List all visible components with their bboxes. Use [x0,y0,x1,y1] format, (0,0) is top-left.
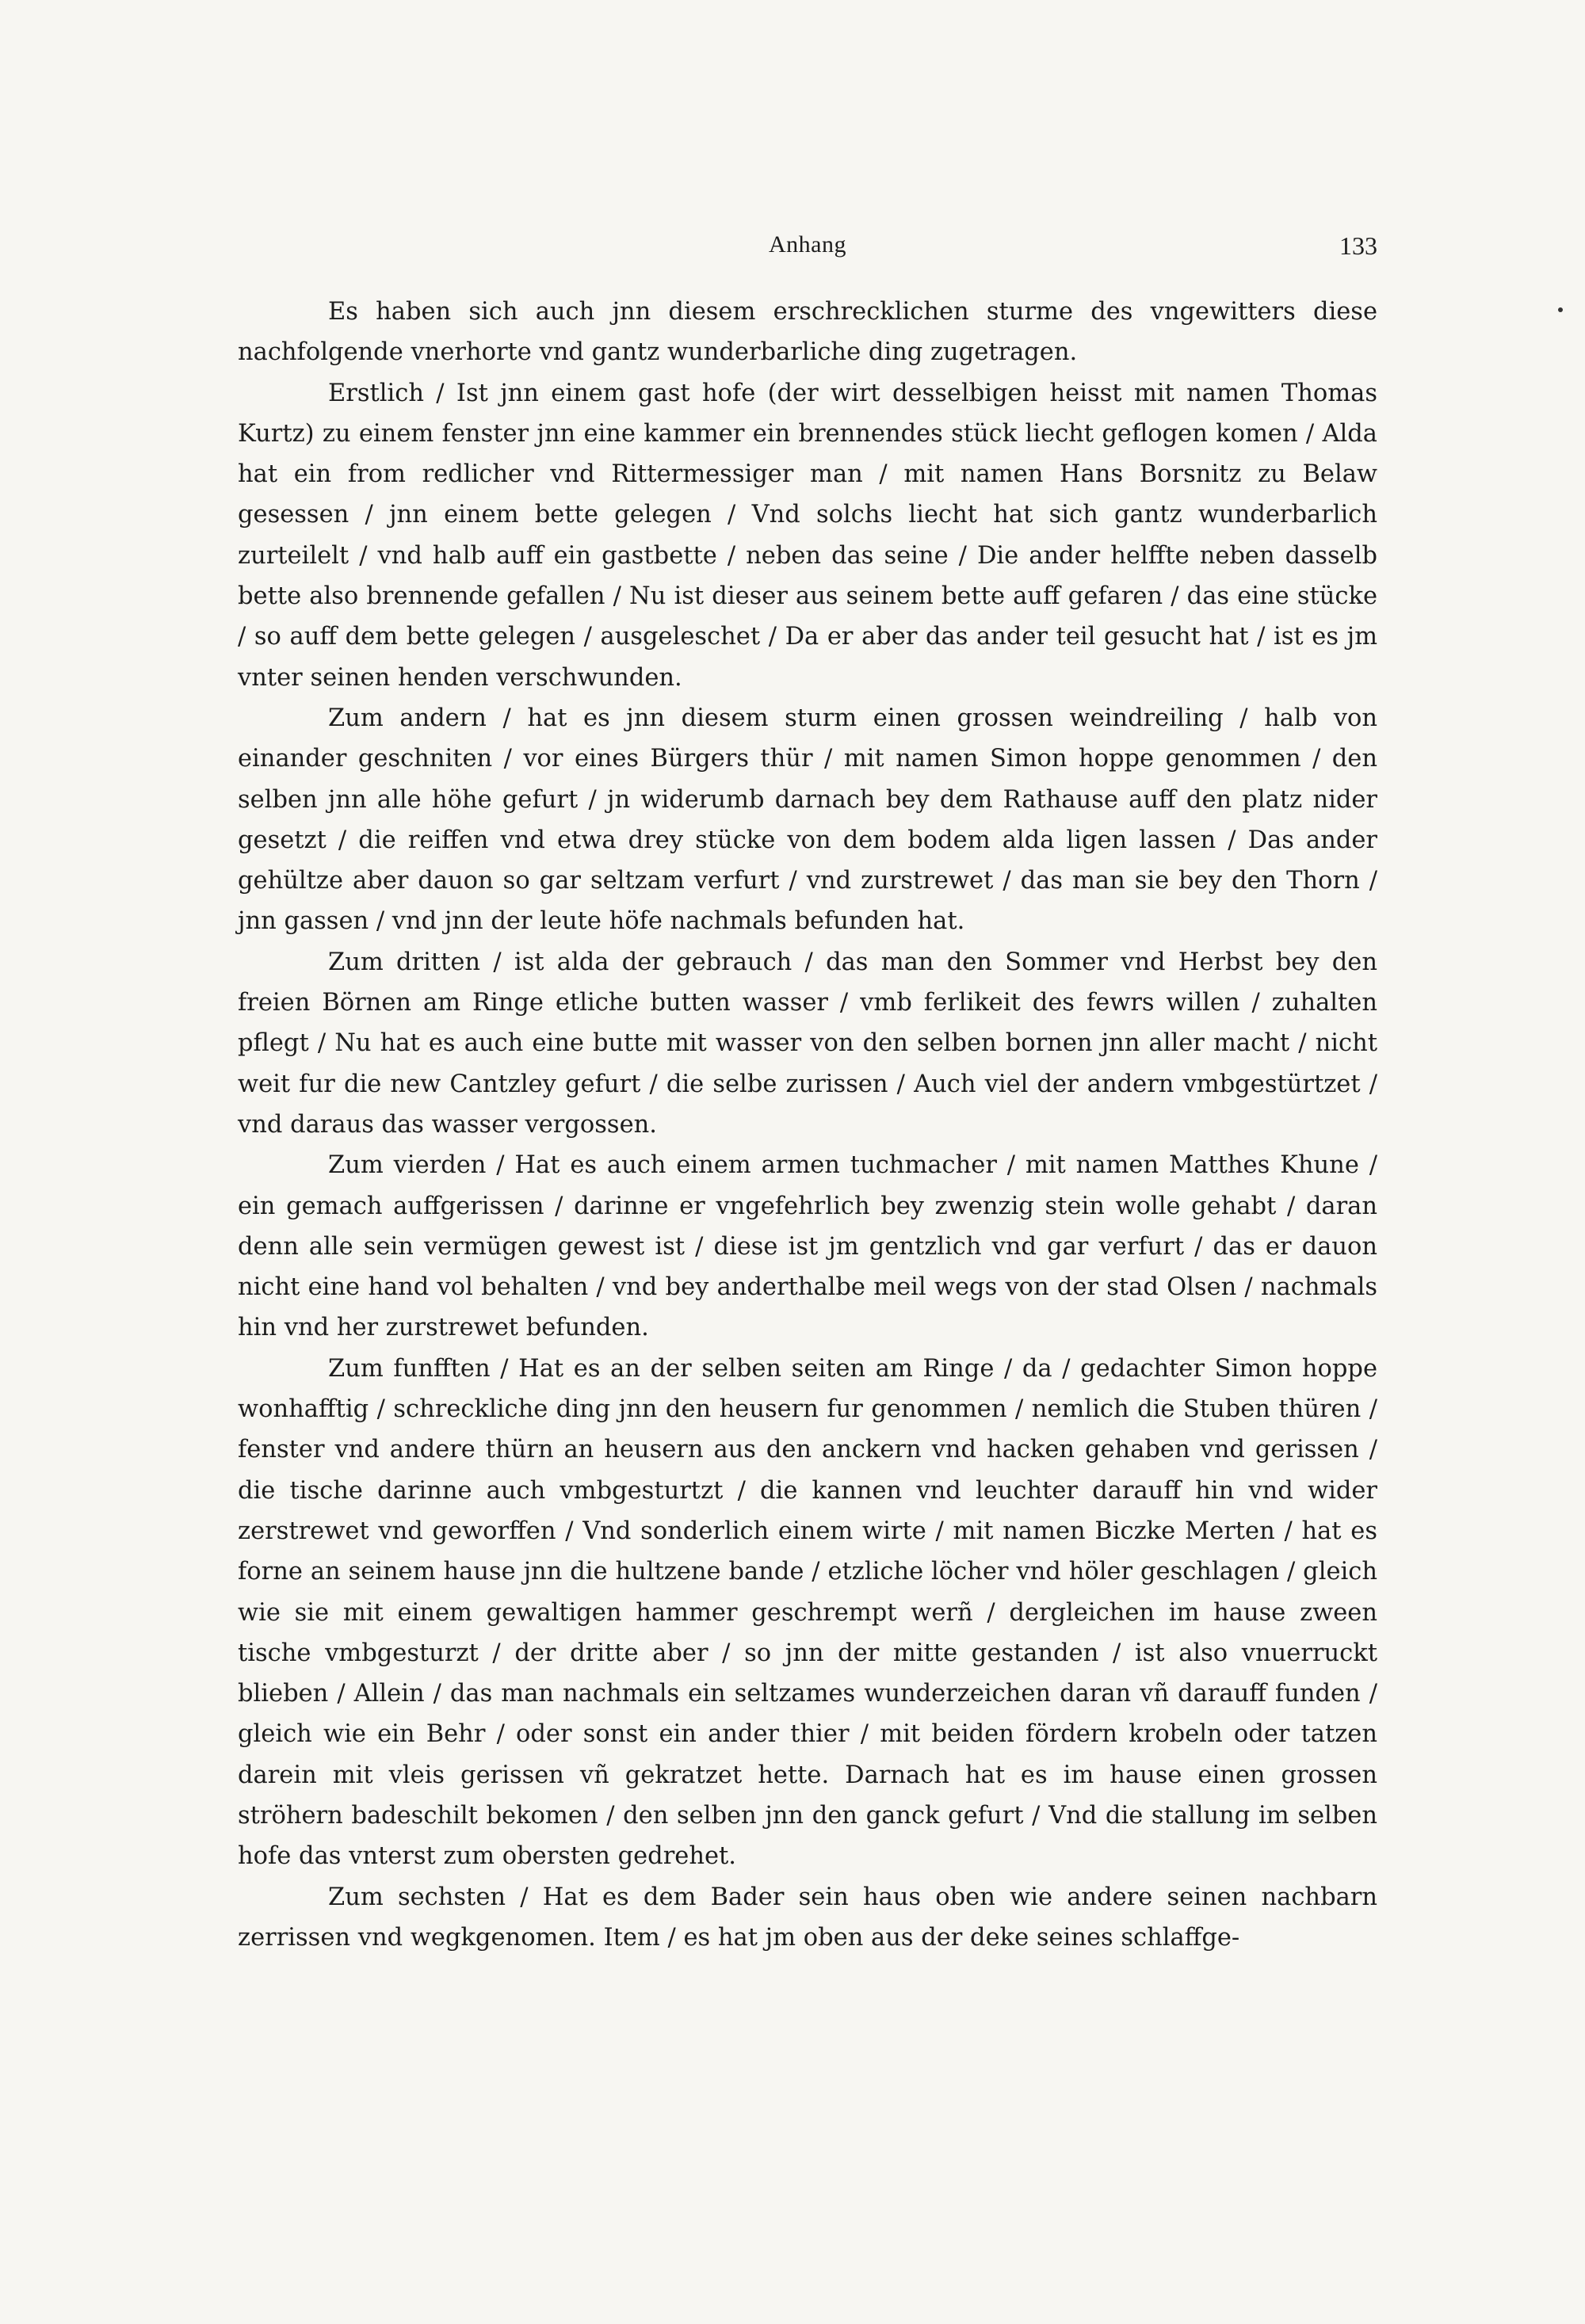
paragraph-zum-funfften: Zum funfften / Hat es an der selben seiten am Ringe / da / gedachter Simon hoppe wonhafftig / schreckliche ding jnn den heusern fur genommen / nemlich die Stuben thüren / fenster vnd andere thürn an heusern aus den anckern vnd hacken gehaben vnd gerissen / die tische darinne auch vmbgesturtzt / die kannen vnd leuchter darauff hin vnd wider zerstrewet vnd geworffen / Vnd sonderlich einem wirte / mit namen Biczke Merten / hat es forne an seinem hause jnn die hultzene bande / etzliche löcher vnd höler geschlagen / gleich wie sie mit einem gewaltigen hammer geschrempt werñ / dergleichen im hause zween tische vmbgesturzt / der dritte aber / so jnn der mitte gestanden / ist also vnuerruckt blieben / Allein / das man nachmals ein seltzames wunderzeichen daran vñ darauff funden / gleich wie ein Behr / oder sonst ein ander thier / mit beiden fördern krobeln oder tatzen darein mit vleis gerissen vñ gekratzet hette. Darnach hat es im hause einen grossen ströhern badeschilt bekomen / den selben jnn den ganck gefurt / Vnd die stallung im selben hofe das vnterst zum obersten gedrehet. [238,1354,1377,1871]
page-number: 133 [1339,231,1377,260]
page-body-text [238,292,1377,1958]
paragraph-zum-sechsten: Zum sechsten / Hat es dem Bader sein haus oben wie andere seinen nachbarn zerrissen vnd wegkgenomen. Item / es hat jm oben aus der deke seines schlaffge- [238,1883,1377,1952]
paragraph-zum-dritten: Zum dritten / ist alda der gebrauch / das man den Sommer vnd Herbst bey den freien Börnen am Ringe etliche butten wasser / vmb ferlikeit des fewrs willen / zuhalten pflegt / Nu hat es auch eine butte mit wasser von den selben bornen jnn aller macht / nicht weit fur die new Cantzley gefurt / die selbe zurissen / Auch viel der andern vmbgestürtzet / vnd daraus das wasser vergossen. [238,948,1377,1139]
running-title: Anhang [769,231,846,258]
paragraph-erstlich: Erstlich / Ist jnn einem gast hofe (der wirt desselbigen heisst mit namen Thomas Kurtz) zu einem fenster jnn eine kammer ein brennendes stück liecht geflogen komen / Alda hat ein from redlicher vnd Rittermessiger man / mit namen Hans Borsnitz zu Belaw gesessen / jnn einem bette gelegen / Vnd solchs liecht hat sich gantz wunderbarlich zurteilelt / vnd halb auff ein gastbette / neben das seine / Die ander helffte neben dasselb bette also brennende gefallen / Nu ist dieser aus seinem bette auff gefaren / das eine stücke / so auff dem bette gelegen / ausgeleschet / Da er aber das ander teil gesucht hat / ist es jm vnter seinen henden verschwunden. [238,379,1377,692]
running-head [238,231,1377,269]
paragraph-zum-andern: Zum andern / hat es jnn diesem sturm einen grossen weindreiling / halb von einander geschniten / vor eines Bürgers thür / mit namen Simon hoppe genommen / den selben jnn alle höhe gefurt / jn widerumb darnach bey dem Rathause auff den platz nider gesetzt / die reiffen vnd etwa drey stücke von dem bodem alda ligen lassen / Das ander gehültze aber dauon so gar seltzam verfurt / vnd zurstrewet / das man sie bey den Thorn / jnn gassen / vnd jnn der leute höfe nachmals befunden hat. [238,704,1377,936]
paragraph-zum-vierden: Zum vierden / Hat es auch einem armen tuchmacher / mit namen Matthes Khune / ein gemach auffgerissen / darinne er vngefehrlich bey zwenzig stein wolle gehabt / daran denn alle sein vermügen gewest ist / diese ist jm gentzlich vnd gar verfurt / das er dauon nicht eine hand vol behalten / vnd bey anderthalbe meil wegs von der stad Olsen / nachmals hin vnd her zurstrewet befunden. [238,1151,1377,1342]
margin-speck [1558,307,1563,312]
paragraph-intro: Es haben sich auch jnn diesem erschrecklichen sturme des vngewitters diese nachfolgende vnerhorte vnd gantz wunderbarliche ding zugetragen. [238,298,1377,367]
